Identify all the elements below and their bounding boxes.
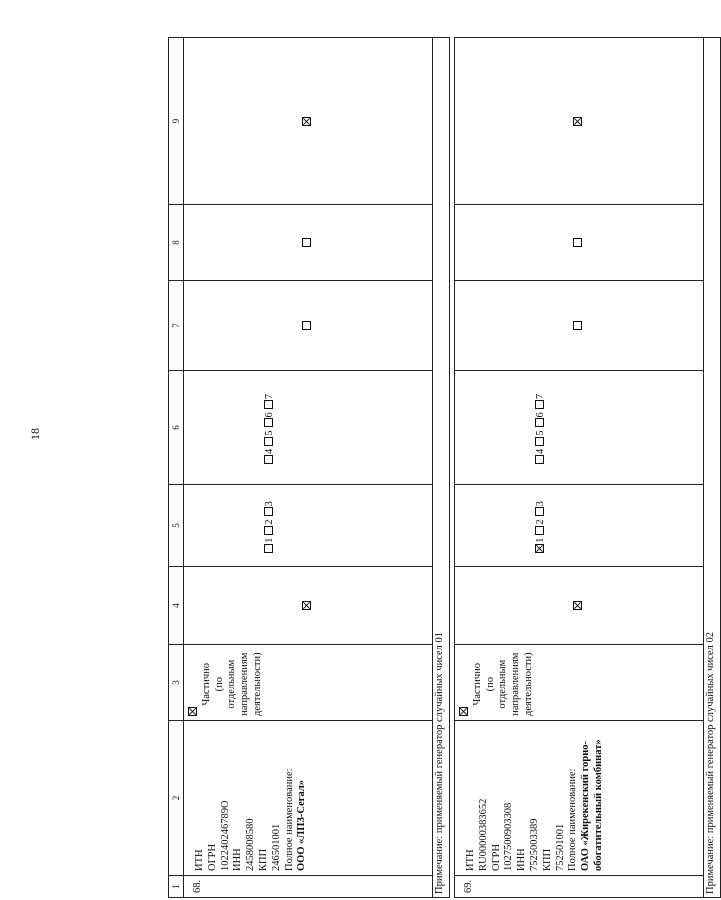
column-number: 7 [169, 281, 184, 371]
organization-detail-line: 1027500903308 [503, 802, 515, 871]
column-9-cell [184, 38, 433, 205]
participation-mode [455, 645, 704, 721]
option-checkbox[interactable] [535, 419, 544, 428]
participation-mode-detail: деятельности) [522, 652, 534, 716]
row-note: Примечание: применяемый генератор случайных чисел 01 [433, 38, 450, 898]
option-item [535, 501, 548, 516]
row-number: 69. [455, 876, 704, 898]
organization-details [184, 721, 433, 876]
partial-participation-checkbox[interactable] [188, 707, 197, 716]
option-item [264, 501, 277, 516]
column-8-cell [455, 205, 704, 281]
column-number: 2 [169, 721, 184, 876]
column-6-options [184, 371, 433, 485]
option-item [535, 394, 548, 409]
participation-mode-detail: (по [213, 677, 225, 692]
option-label: 7 [264, 394, 275, 400]
option-item [535, 538, 548, 553]
participation-mode [184, 645, 433, 721]
column-9-checkbox[interactable] [573, 117, 582, 126]
participation-mode-text [201, 652, 265, 716]
option-label: 4 [535, 448, 546, 454]
organization-detail-line: ОГРН [206, 843, 218, 871]
column-5-options [455, 485, 704, 567]
column-4-checkbox[interactable] [302, 602, 311, 611]
option-label: 6 [264, 412, 275, 418]
option-item [535, 412, 548, 427]
option-checkbox[interactable] [264, 455, 273, 464]
note-row [704, 38, 721, 898]
organization-detail-line: 246501001 [270, 823, 282, 871]
participation-mode-detail: направлениям [510, 652, 522, 716]
option-label: 2 [535, 519, 546, 525]
organization-detail-line: ИНН [232, 848, 244, 871]
table-row [455, 38, 704, 898]
option-label: 7 [535, 394, 546, 400]
option-label: 3 [535, 501, 546, 507]
option-checkbox[interactable] [264, 437, 273, 446]
participation-mode-detail: отдельным [497, 659, 509, 709]
column-7-cell [184, 281, 433, 371]
option-checkbox[interactable] [535, 526, 544, 535]
organization-detail-line: RU00000383652 [477, 798, 489, 871]
column-number: 5 [169, 485, 184, 567]
organization-detail-line: ИТН [194, 849, 205, 871]
organization-details [455, 721, 704, 876]
option-checkbox[interactable] [264, 544, 273, 553]
option-item [535, 519, 548, 534]
column-9-cell [455, 38, 704, 205]
organization-detail-line: 752501001 [554, 823, 566, 871]
partial-participation-checkbox[interactable] [459, 707, 468, 716]
organization-detail-line: ИНН [516, 848, 528, 871]
option-checkbox[interactable] [535, 544, 544, 553]
organization-detail-line: 2458008580 [245, 818, 257, 871]
organization-detail-line: 7525003389 [528, 818, 540, 871]
table-body [169, 38, 721, 898]
column-8-cell [184, 205, 433, 281]
option-checkbox[interactable] [535, 437, 544, 446]
rotated-registry-table [168, 38, 716, 898]
option-checkbox[interactable] [264, 400, 273, 409]
organization-detail-line: КПП [541, 848, 553, 871]
option-label: 1 [264, 537, 275, 543]
organization-detail-line: ИТН [465, 849, 476, 871]
column-number: 6 [169, 371, 184, 485]
participation-mode-label: Частично [200, 662, 212, 706]
column-number: 4 [169, 567, 184, 645]
column-8-checkbox[interactable] [302, 239, 311, 248]
option-item [264, 538, 277, 553]
organization-detail-line: Полное наименование: [567, 768, 579, 871]
column-number: 8 [169, 205, 184, 281]
column-number: 9 [169, 38, 184, 205]
organization-full-name: ООО «ЛПЗ-Сегал» [296, 779, 308, 871]
organization-full-name: ОАО «Жирекенский горно-обогатительный комбинат» [580, 739, 604, 871]
option-checkbox[interactable] [535, 400, 544, 409]
option-checkbox[interactable] [264, 526, 273, 535]
column-8-checkbox[interactable] [573, 239, 582, 248]
option-checkbox[interactable] [535, 455, 544, 464]
participation-mode-detail: деятельности) [251, 652, 263, 716]
organization-detail-line: ОГРН [490, 843, 502, 871]
participation-mode-label: Частично [471, 662, 483, 706]
option-checkbox[interactable] [264, 507, 273, 516]
option-item [535, 449, 548, 464]
organization-detail-line: Полное наименование: [283, 768, 295, 871]
organization-detail-line: КПП [257, 848, 269, 871]
page-number: 18 [28, 428, 42, 440]
option-item [264, 412, 277, 427]
table-row [184, 38, 433, 898]
organization-detail-line: 102240246789О [219, 800, 231, 871]
column-number: 1 [169, 876, 184, 898]
participation-mode-detail: (по [484, 677, 496, 692]
column-number-header [169, 38, 184, 898]
option-item [264, 394, 277, 409]
option-checkbox[interactable] [535, 507, 544, 516]
column-4-checkbox[interactable] [573, 602, 582, 611]
option-item [264, 431, 277, 446]
column-7-checkbox[interactable] [573, 322, 582, 331]
note-row [433, 38, 450, 898]
option-item [264, 449, 277, 464]
column-7-checkbox[interactable] [302, 322, 311, 331]
column-6-options [455, 371, 704, 485]
option-item [264, 519, 277, 534]
option-label: 5 [535, 430, 546, 436]
column-5-options [184, 485, 433, 567]
option-label: 6 [535, 412, 546, 418]
participation-mode-text [472, 652, 536, 716]
option-label: 3 [264, 501, 275, 507]
option-checkbox[interactable] [264, 419, 273, 428]
column-number: 3 [169, 645, 184, 721]
option-label: 1 [535, 537, 546, 543]
column-4-cell [184, 567, 433, 645]
registry-table [168, 37, 721, 898]
participation-mode-detail: направлениям [239, 652, 251, 716]
row-note: Примечание: применяемый генератор случайных чисел 02 [704, 38, 721, 898]
row-number: 68. [184, 876, 433, 898]
column-9-checkbox[interactable] [302, 117, 311, 126]
option-label: 4 [264, 448, 275, 454]
column-4-cell [455, 567, 704, 645]
column-7-cell [455, 281, 704, 371]
option-label: 5 [264, 430, 275, 436]
option-label: 2 [264, 519, 275, 525]
option-item [535, 431, 548, 446]
participation-mode-detail: отдельным [226, 659, 238, 709]
